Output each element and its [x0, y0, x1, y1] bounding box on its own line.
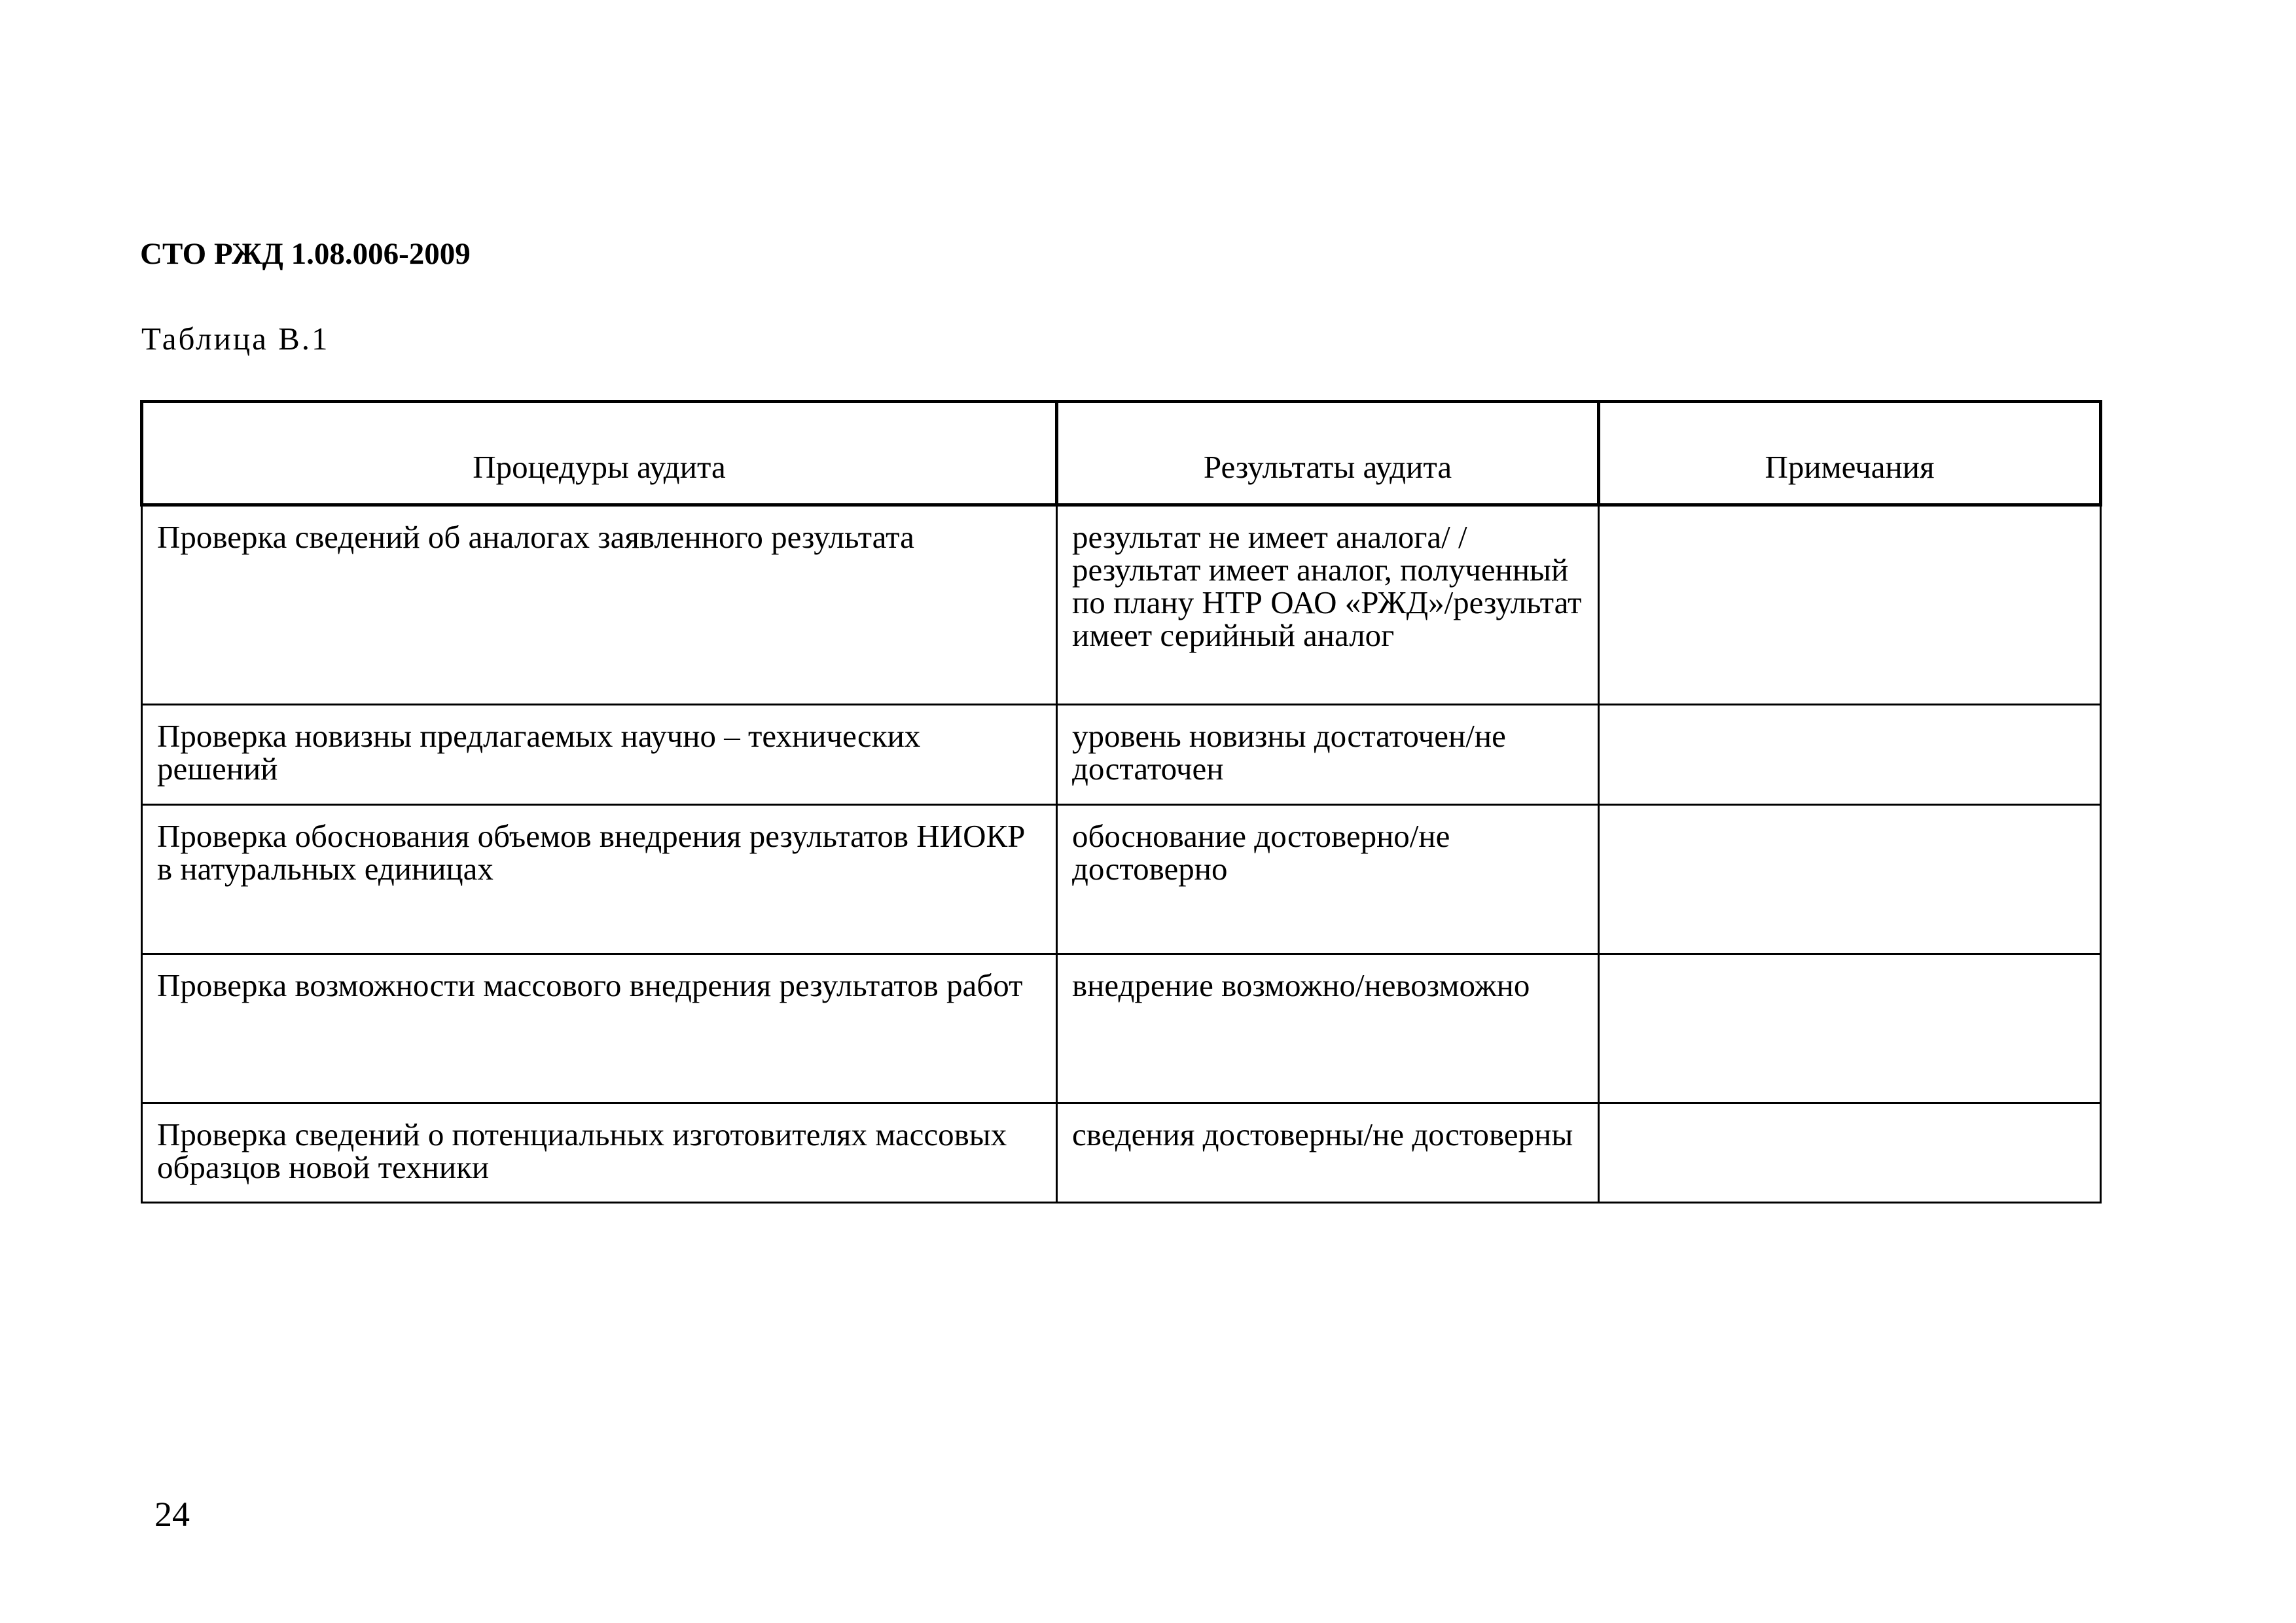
table-row	[142, 705, 2101, 805]
procedure-cell: Проверка сведений о потенциальных изготовителях массовых образцов новой техники	[142, 1103, 1057, 1203]
note-cell	[1599, 954, 2101, 1103]
result-cell: сведения достоверны/не достоверны	[1057, 1103, 1599, 1203]
note-cell	[1599, 705, 2101, 805]
page-number: 24	[154, 1495, 190, 1534]
table-row	[142, 505, 2101, 705]
audit-table	[140, 400, 2102, 1204]
procedure-cell: Проверка новизны предлагаемых научно – технических решений	[142, 705, 1057, 805]
procedure-cell: Проверка сведений об аналогах заявленного результата	[142, 505, 1057, 705]
note-cell	[1599, 1103, 2101, 1203]
procedure-cell: Проверка обоснования объемов внедрения результатов НИОКР в натуральных единицах	[142, 805, 1057, 954]
table-row	[142, 805, 2101, 954]
document-code: СТО РЖД 1.08.006-2009	[140, 237, 471, 271]
note-cell	[1599, 805, 2101, 954]
table-row	[142, 1103, 2101, 1203]
result-cell: уровень новизны достаточен/не достаточен	[1057, 705, 1599, 805]
note-cell	[1599, 505, 2101, 705]
result-cell: результат не имеет аналога/ /результат имеет аналог, полученный по плану НТР ОАО «РЖД»/результат имеет серийный аналог	[1057, 505, 1599, 705]
table-row	[142, 954, 2101, 1103]
result-cell: внедрение возможно/невозможно	[1057, 954, 1599, 1103]
result-cell: обоснование достоверно/не достоверно	[1057, 805, 1599, 954]
column-header-procedures: Процедуры аудита	[142, 402, 1057, 505]
table-header-row	[142, 402, 2101, 505]
column-header-results: Результаты аудита	[1057, 402, 1599, 505]
table-caption: Таблица В.1	[141, 321, 330, 357]
column-header-notes: Примечания	[1599, 402, 2101, 505]
procedure-cell: Проверка возможности массового внедрения результатов работ	[142, 954, 1057, 1103]
